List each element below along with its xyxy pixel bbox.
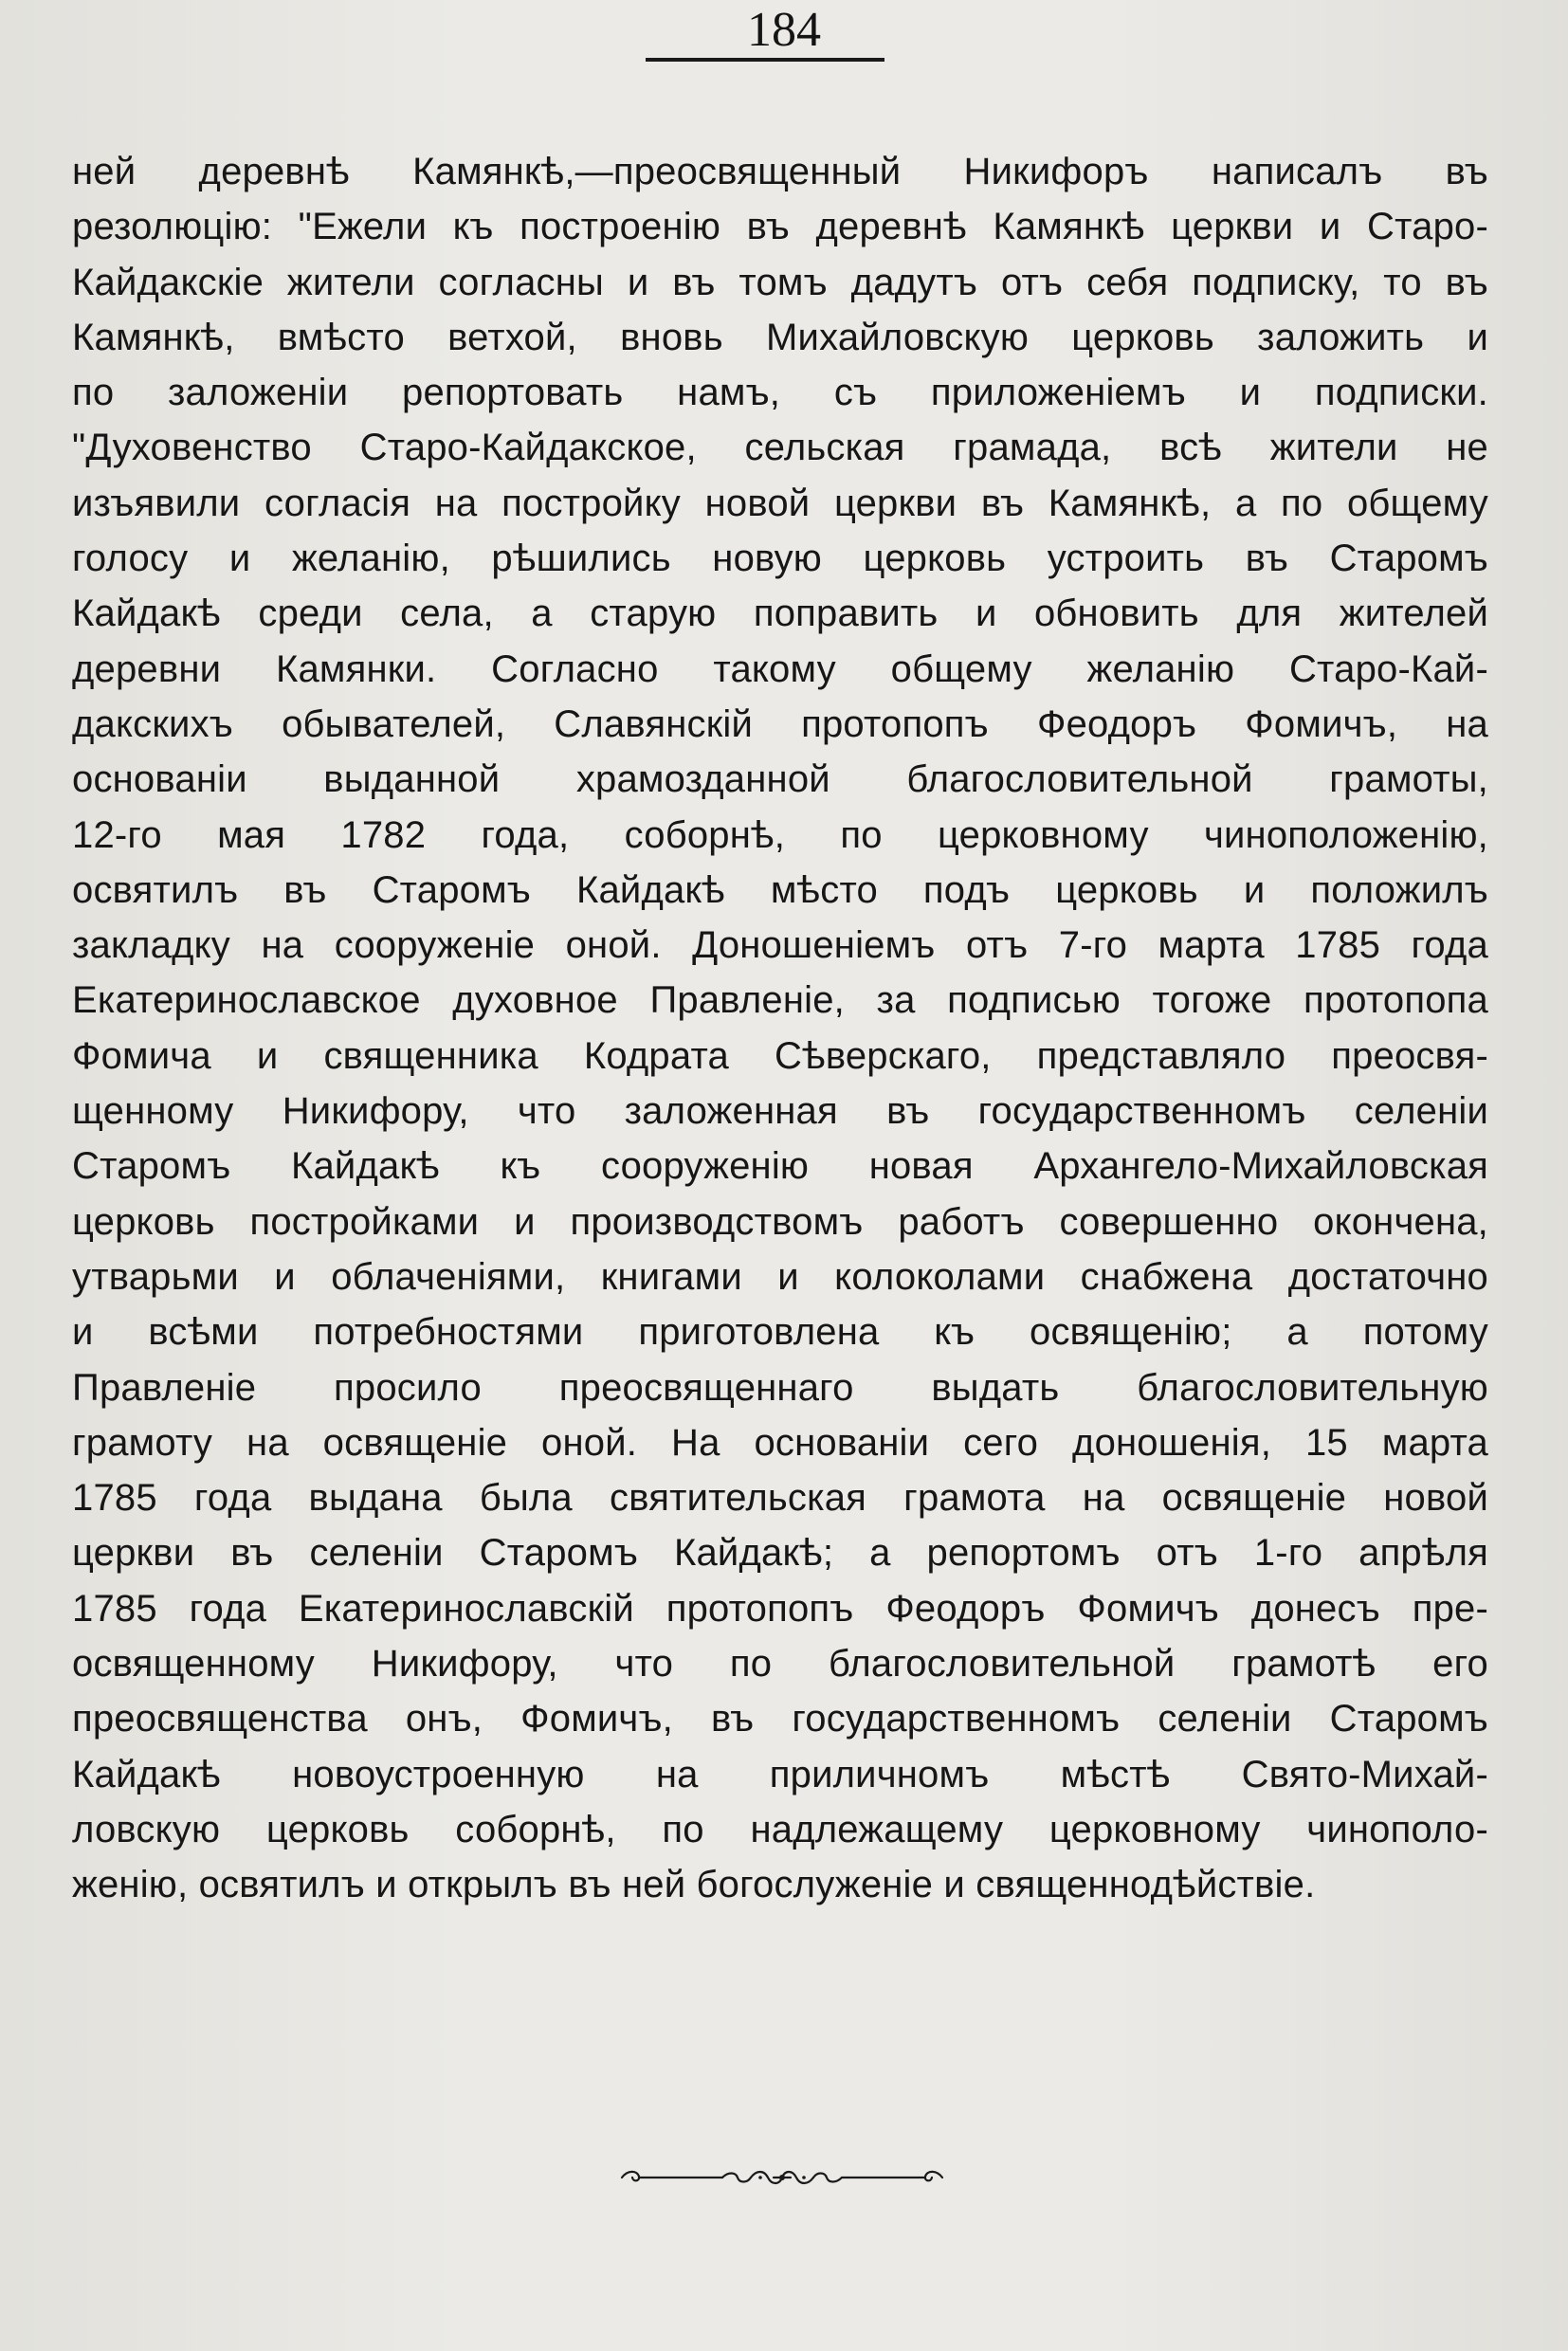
text-line: "Духовенство Старо-Кайдакское, сельская грамада, всѣ жители не — [72, 427, 1488, 469]
text-line: 1785 года Екатеринославскій протопопъ Феодоръ Фомичъ донесъ пре- — [72, 1587, 1488, 1630]
text-line: Правленіе просило преосвященнаго выдать благословительную — [72, 1366, 1488, 1409]
text-line: освятилъ въ Старомъ Кайдакѣ мѣсто подъ церковь и положилъ — [72, 868, 1488, 911]
text-line: Фомича и священника Кодрата Сѣверскаго, представляло преосвя- — [72, 1034, 1488, 1077]
text-line: щенному Никифору, что заложенная въ государственномъ селеніи — [72, 1090, 1488, 1133]
text-line: голосу и желанію, рѣшились новую церковь устроить въ Старомъ — [72, 538, 1488, 580]
text-line: закладку на сооруженіе оной. Доношеніемъ отъ 7-го марта 1785 года — [72, 924, 1488, 967]
text-line: основаніи выданной храмозданной благословительной грамоты, — [72, 758, 1488, 801]
text-line: Кайдакскіе жители согласны и въ томъ дадутъ отъ себя подписку, то въ — [72, 261, 1488, 303]
text-line: Кайдакѣ новоустроенную на приличномъ мѣстѣ Свято-Михай- — [72, 1753, 1488, 1795]
text-line: 1785 года выдана была святительская грамота на освященіе новой — [72, 1477, 1488, 1520]
ornament-divider-icon — [618, 2166, 946, 2189]
body-text — [72, 144, 1488, 1913]
text-line: преосвященства онъ, Фомичъ, въ государственномъ селеніи Старомъ — [72, 1698, 1488, 1740]
text-line: утварьми и облаченіями, книгами и колоколами снабжена достаточно — [72, 1255, 1488, 1298]
text-line: Кайдакѣ среди села, а старую поправить и обновить для жителей — [72, 592, 1488, 635]
text-line: Камянкѣ, вмѣсто ветхой, вновь Михайловскую церковь заложить и — [72, 316, 1488, 358]
text-line: женію, освятилъ и открылъ въ ней богослуженіе и священнодѣйствіе. — [72, 1864, 1316, 1906]
text-line: деревни Камянки. Согласно такому общему желанію Старо-Кай- — [72, 647, 1488, 690]
text-line: дакскихъ обывателей, Славянскій протопопъ Феодоръ Фомичъ, на — [72, 702, 1488, 745]
text-line: и всѣми потребностями приготовлена къ освященію; а потому — [72, 1311, 1488, 1354]
text-line: освященному Никифору, что по благословительной грамотѣ его — [72, 1643, 1488, 1686]
text-line: церкви въ селеніи Старомъ Кайдакѣ; а репортомъ отъ 1-го апрѣля — [72, 1532, 1488, 1575]
header-rule — [646, 58, 884, 62]
text-line: 12-го мая 1782 года, соборнѣ, по церковному чиноположенію, — [72, 813, 1488, 856]
text-line: ней деревнѣ Камянкѣ,—преосвященный Никифоръ написалъ въ — [72, 151, 1488, 192]
text-line: Старомъ Кайдакѣ къ сооруженію новая Архангело-Михайловская — [72, 1145, 1488, 1188]
text-line: грамоту на освященіе оной. На основаніи сего доношенія, 15 марта — [72, 1421, 1488, 1464]
text-line: резолюцію: "Ежели къ построенію въ деревнѣ Камянкѣ церкви и Старо- — [72, 206, 1488, 248]
text-line: по заложеніи репортовать намъ, съ приложеніемъ и подписки. — [72, 372, 1488, 414]
text-line: изъявили согласія на постройку новой церкви въ Камянкѣ, а по общему — [72, 482, 1488, 524]
page-number: 184 — [747, 3, 821, 57]
text-line: церковь постройками и производствомъ работъ совершенно окончена, — [72, 1200, 1488, 1243]
text-line: Екатеринославское духовное Правленіе, за подписью тогоже протопопа — [72, 979, 1488, 1022]
text-line: ловскую церковь соборнѣ, по надлежащему церковному чинополо- — [72, 1808, 1488, 1850]
